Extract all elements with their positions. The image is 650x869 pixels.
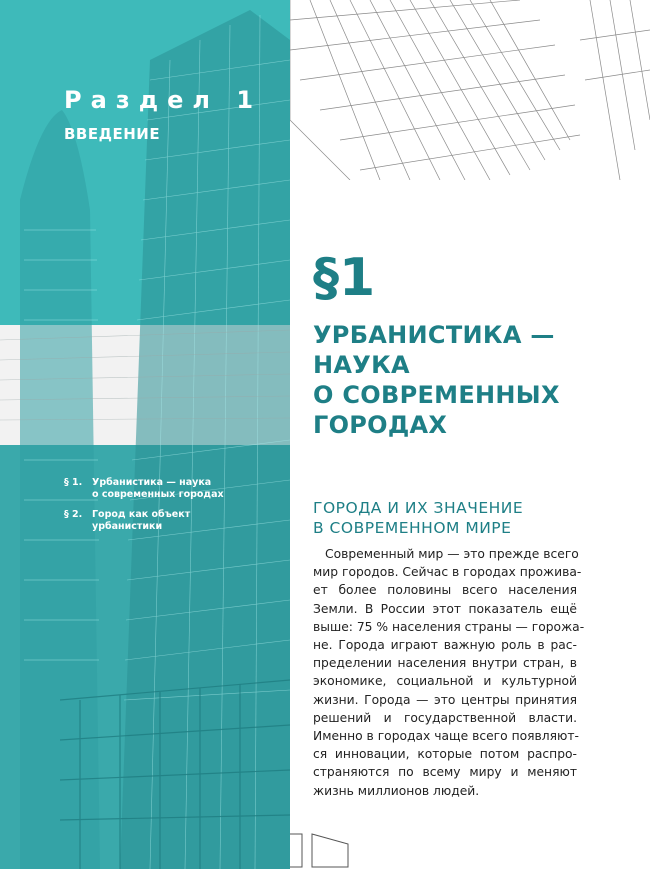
toc-item[interactable] bbox=[64, 477, 244, 501]
toc-item-title-cont: урбанистики bbox=[92, 521, 163, 532]
body-line: Именно в городах чаще всего появляют- bbox=[313, 729, 579, 744]
subheading-line: В СОВРЕМЕННОМ МИРЕ bbox=[313, 519, 512, 537]
toc-item[interactable] bbox=[64, 509, 244, 533]
body-line: Современный мир — это прежде всего bbox=[325, 547, 579, 561]
toc-item-number: § 2. bbox=[64, 509, 83, 520]
architecture-sketch bbox=[290, 0, 650, 180]
body-line: пределении населения внутри стран, в bbox=[313, 656, 577, 671]
body-line: не. Города играют важную роль в рас- bbox=[313, 638, 577, 653]
title-line: О СОВРЕМЕННЫХ bbox=[313, 381, 560, 409]
body-line: экономике, социальной и культурной bbox=[313, 674, 577, 689]
page-corner-mark bbox=[290, 829, 350, 869]
section-label: Раздел 1 bbox=[64, 86, 263, 114]
paragraph-title bbox=[313, 320, 633, 440]
paragraph-number: §1 bbox=[313, 248, 376, 308]
body-line: выше: 75 % населения страны — горожа- bbox=[313, 619, 585, 634]
body-paragraph bbox=[313, 545, 585, 800]
section-subtitle: ВВЕДЕНИЕ bbox=[64, 125, 161, 143]
body-line: мир городов. Сейчас в городах прожива- bbox=[313, 565, 582, 580]
title-line: УРБАНИСТИКА — bbox=[313, 321, 555, 349]
toc-item-title: Урбанистика — наука bbox=[92, 477, 212, 488]
toc-item-title: Город как объект bbox=[92, 509, 191, 520]
body-line: ет более половины всего населения bbox=[313, 583, 577, 598]
body-line: жизни. Города — это центры принятия bbox=[313, 692, 577, 707]
body-line: ся инновации, которые потом распро- bbox=[313, 747, 577, 762]
title-line: ГОРОДАХ bbox=[313, 411, 448, 439]
body-line: страняются по всему миру и меняют bbox=[313, 765, 577, 780]
subheading-line: ГОРОДА И ИХ ЗНАЧЕНИЕ bbox=[313, 499, 524, 517]
body-line: жизнь миллионов людей. bbox=[313, 783, 480, 798]
body-line: решений и государственной власти. bbox=[313, 710, 577, 725]
toc-item-number: § 1. bbox=[64, 477, 83, 488]
table-of-contents bbox=[64, 477, 244, 541]
body-line: Земли. В России этот показатель ещё bbox=[313, 601, 577, 616]
title-line: НАУКА bbox=[313, 351, 410, 379]
subheading bbox=[313, 498, 633, 538]
toc-item-title-cont: о современных городах bbox=[92, 489, 224, 500]
